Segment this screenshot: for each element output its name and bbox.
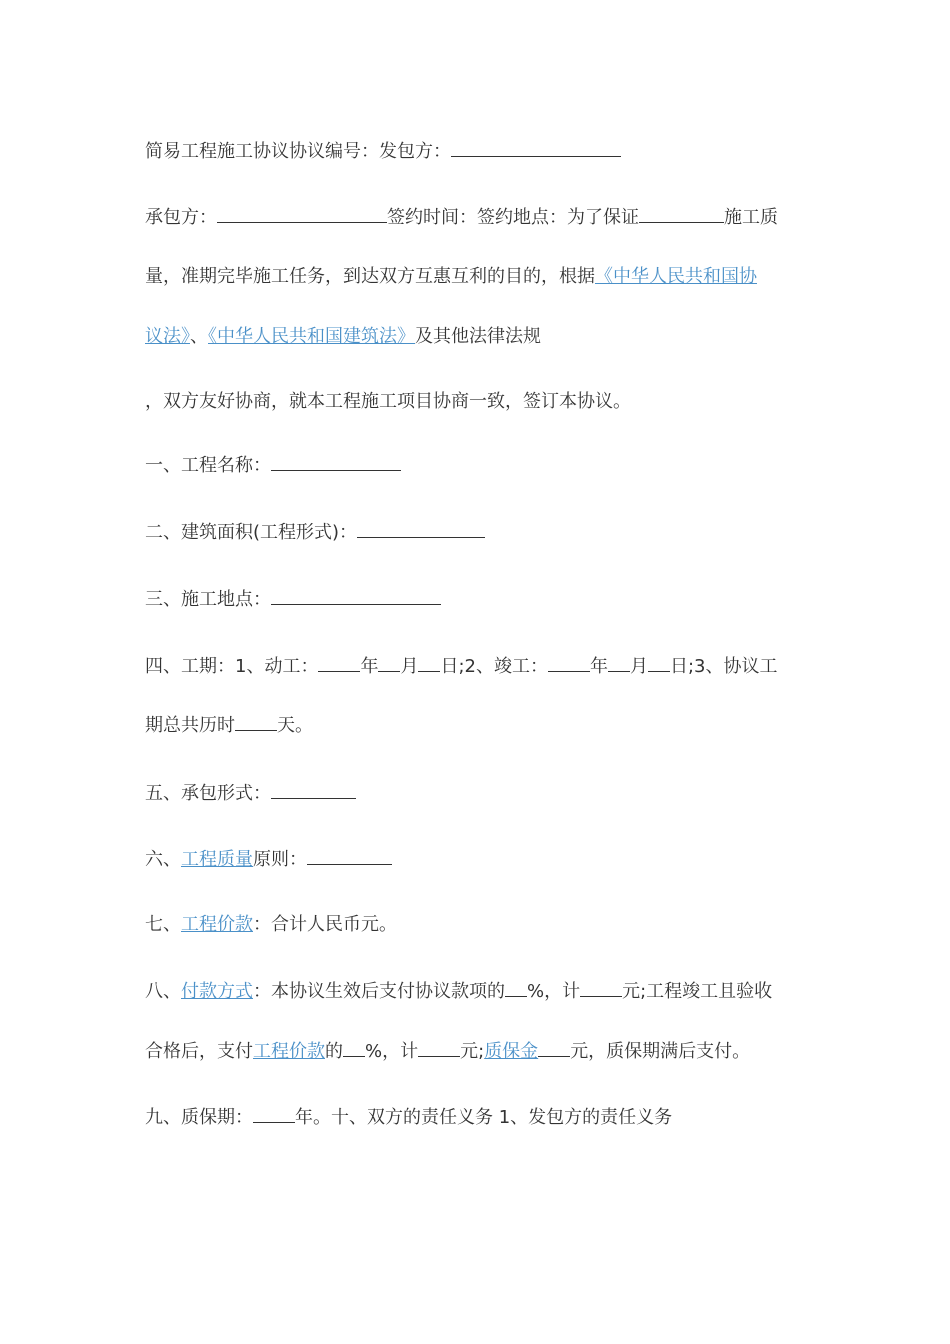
price-text: ：合计人民币元。 — [253, 914, 397, 935]
contract-form-label: 五、承包形式： — [145, 783, 271, 804]
doc-title-text: 简易工程施工协议协议编号：发包方： — [145, 141, 451, 162]
warranty-payment-text: 元，质保期满后支付。 — [570, 1041, 751, 1062]
end-day-blank — [648, 653, 670, 672]
duration-label: 日;3、协议工 — [669, 656, 778, 677]
item-7-line — [145, 913, 825, 937]
site-blank — [271, 586, 441, 605]
completion-text: 元;工程竣工且验收 — [622, 981, 773, 1002]
end-month-blank — [608, 653, 630, 672]
item-7-number: 七、 — [145, 914, 181, 935]
item-4-line — [145, 653, 825, 679]
yuan-text: 元; — [460, 1041, 485, 1062]
completion-label: 日;2、竣工： — [440, 656, 548, 677]
payment-method-link[interactable]: 付款方式 — [181, 981, 253, 1002]
building-area-blank — [357, 519, 485, 538]
building-law-link[interactable]: 《中华人民共和国建筑法》 — [208, 326, 415, 347]
days-label: 天。 — [277, 715, 313, 736]
start-day-blank — [418, 653, 440, 672]
period-label: 四、工期：1、动工： — [145, 656, 319, 677]
contractor-line — [145, 204, 825, 230]
building-area-label: 二、建筑面积(工程形式)： — [145, 522, 358, 543]
project-blank — [639, 204, 724, 223]
contract-law-link-cont[interactable]: 议法》 — [145, 326, 190, 347]
percent-blank-2 — [343, 1038, 365, 1057]
item-2-line — [145, 519, 825, 545]
item-9-line — [145, 1104, 825, 1130]
purpose-line — [145, 265, 825, 289]
obligations-text: 年。十、双方的责任义务 1、发包方的责任义务 — [295, 1107, 673, 1128]
quality-link[interactable]: 工程质量 — [181, 849, 253, 870]
deposit-link[interactable]: 质保金 — [484, 1041, 539, 1062]
warranty-label: 九、质保期： — [145, 1107, 253, 1128]
percent-text-2: %，计 — [365, 1041, 419, 1062]
item-4-cont-line — [145, 712, 825, 738]
header-line — [145, 138, 825, 164]
contractor-label: 承包方： — [145, 207, 217, 228]
project-name-blank — [271, 452, 401, 471]
separator: 、 — [190, 326, 208, 347]
sign-info-text: 签约时间：签约地点：为了保证 — [387, 207, 639, 228]
principle-label: 原则： — [253, 849, 307, 870]
amount-blank — [580, 978, 622, 997]
percent-text: %，计 — [527, 981, 581, 1002]
item-1-line — [145, 452, 825, 478]
qualified-text: 合格后，支付 — [145, 1041, 253, 1062]
site-label: 三、施工地点： — [145, 589, 271, 610]
quality-blank — [307, 846, 392, 865]
contract-law-link[interactable]: 《中华人民共和国协 — [595, 266, 757, 287]
month-label-2: 月 — [629, 656, 648, 677]
end-year-blank — [548, 653, 590, 672]
project-name-label: 一、工程名称： — [145, 455, 271, 476]
deposit-blank — [538, 1038, 570, 1057]
start-month-blank — [378, 653, 400, 672]
item-6-number: 六、 — [145, 849, 181, 870]
contract-form-blank — [271, 780, 356, 799]
employer-blank — [451, 138, 621, 157]
quality-text: 施工质 — [724, 207, 778, 228]
item-6-line — [145, 846, 825, 872]
year-label-2: 年 — [589, 656, 608, 677]
item-3-line — [145, 586, 825, 612]
start-year-blank — [318, 653, 360, 672]
warranty-blank — [253, 1104, 295, 1123]
purpose-text: 量，准期完毕施工任务，到达双方互惠互利的目的，根据 — [145, 266, 595, 287]
percent-blank — [505, 978, 527, 997]
contractor-blank — [217, 204, 387, 223]
item-8-number: 八、 — [145, 981, 181, 1002]
days-blank — [235, 712, 277, 731]
price-link-2[interactable]: 工程价款 — [253, 1041, 325, 1062]
law-line — [145, 325, 825, 349]
payment-text: ：本协议生效后支付协议款项的 — [253, 981, 505, 1002]
item-8-line — [145, 978, 825, 1004]
other-laws-text: 及其他法律法规 — [415, 326, 541, 347]
item-5-line — [145, 780, 825, 806]
amount-blank-2 — [418, 1038, 460, 1057]
total-duration-label: 期总共历时 — [145, 715, 235, 736]
of-text: 的 — [325, 1041, 343, 1062]
price-link[interactable]: 工程价款 — [181, 914, 253, 935]
year-label: 年 — [360, 656, 379, 677]
agreement-text: ，双方友好协商，就本工程施工项目协商一致，签订本协议。 — [145, 391, 631, 412]
month-label: 月 — [400, 656, 419, 677]
agreement-line — [145, 390, 825, 414]
item-8-cont-line — [145, 1038, 825, 1064]
